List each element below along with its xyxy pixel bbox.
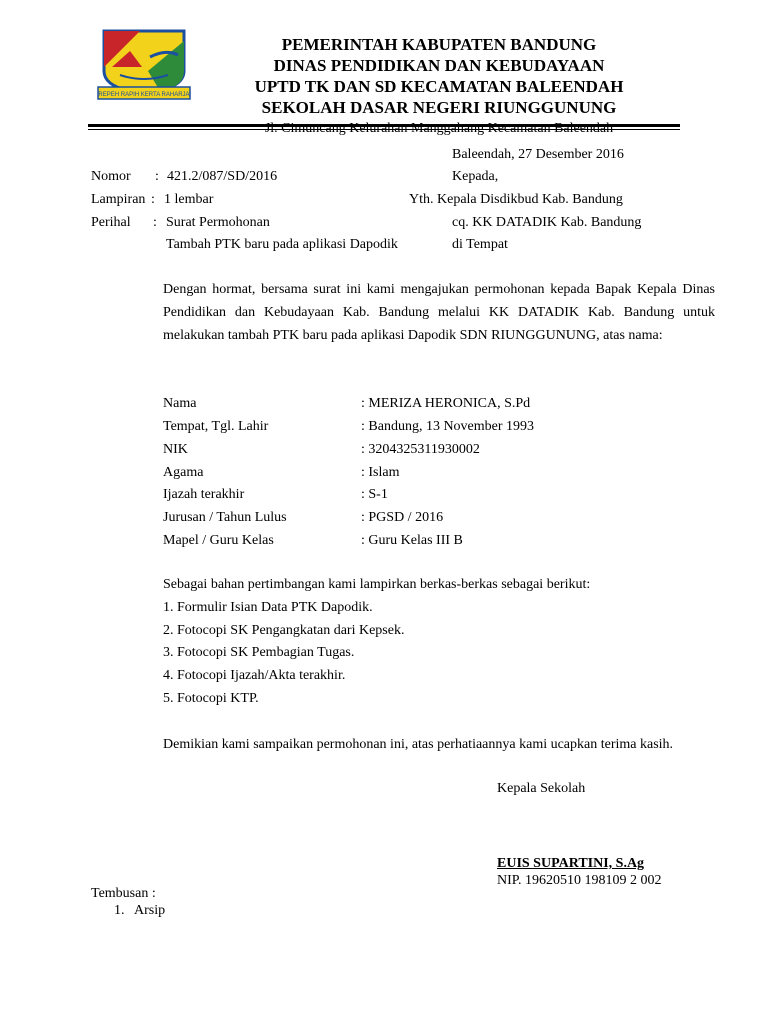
- detail-value-nik: : 3204325311930002: [361, 442, 480, 457]
- attachment-item: 2. Fotocopi SK Pengangkatan dari Kepsek.: [163, 623, 405, 638]
- recipient-place: di Tempat: [452, 237, 508, 252]
- meta-sep-nomor: :: [155, 169, 159, 184]
- recipient-kepada: Kepada,: [452, 169, 499, 184]
- meta-sep-perihal: :: [153, 215, 157, 230]
- closing-sentence: Demikian kami sampaikan permohonan ini, atas perhatiaannya kami ucapkan terima kasih.: [163, 737, 674, 752]
- meta-value-lampiran: 1 lembar: [164, 192, 214, 207]
- meta-label-perihal: Perihal: [91, 215, 131, 230]
- letterhead-line-2: DINAS PENDIDIKAN DAN KEBUDAYAAN: [273, 56, 605, 75]
- detail-value-mapel: : Guru Kelas III B: [361, 533, 463, 548]
- signature-title: Kepala Sekolah: [497, 781, 586, 796]
- logo-motto: REPEH RAPIH KERTA RAHARJA: [98, 92, 190, 98]
- letterhead-line-4: SEKOLAH DASAR NEGERI RIUNGGUNUNG: [261, 98, 617, 117]
- regency-logo: [90, 27, 198, 103]
- tembusan-item-number: 1.: [114, 903, 125, 918]
- meta-perihal-continuation: Tambah PTK baru pada aplikasi Dapodik: [166, 237, 398, 252]
- attachment-item: 5. Fotocopi KTP.: [163, 691, 259, 706]
- date-line: Baleendah, 27 Desember 2016: [452, 147, 624, 162]
- letterhead-line-3: UPTD TK DAN SD KECAMATAN BALEENDAH: [254, 77, 624, 96]
- signature-nip: NIP. 19620510 198109 2 002: [497, 873, 662, 888]
- attachment-item: 4. Fotocopi Ijazah/Akta terakhir.: [163, 668, 346, 683]
- letterhead-rule-thick: [88, 124, 680, 127]
- detail-label-agama: Agama: [163, 465, 204, 480]
- letterhead-line-1: PEMERINTAH KABUPATEN BANDUNG: [281, 35, 597, 54]
- detail-label-nik: NIK: [163, 442, 188, 457]
- meta-value-perihal: Surat Permohonan: [166, 215, 270, 230]
- recipient-yth: Yth. Kepala Disdikbud Kab. Bandung: [409, 192, 623, 207]
- letterhead-rule-thin: [88, 129, 680, 130]
- detail-value-ttl: : Bandung, 13 November 1993: [361, 419, 535, 434]
- detail-value-nama: : MERIZA HERONICA, S.Pd: [361, 396, 531, 411]
- detail-label-jurusan: Jurusan / Tahun Lulus: [163, 510, 287, 525]
- tembusan-label: Tembusan :: [91, 886, 156, 901]
- intro-paragraph: Dengan hormat, bersama surat ini kami mengajukan permohonan kepada Bapak Kepala Dinas Pendidikan dan Kebudayaan Kab. Bandung melalui KK DATADIK Kab. Bandung untuk melakukan tambah PTK baru pada aplikasi Dapodik SDN RIUNGGUNUNG, atas nama:: [163, 282, 715, 343]
- meta-label-lampiran: Lampiran: [91, 192, 146, 207]
- detail-label-nama: Nama: [163, 396, 197, 411]
- detail-value-jurusan: : PGSD / 2016: [361, 510, 444, 525]
- meta-label-nomor: Nomor: [91, 169, 131, 184]
- detail-value-ijazah: : S-1: [361, 487, 388, 502]
- tembusan-item-text: Arsip: [134, 903, 166, 918]
- detail-value-agama: : Islam: [361, 465, 400, 480]
- detail-label-ijazah: Ijazah terakhir: [163, 487, 245, 502]
- detail-label-ttl: Tempat, Tgl. Lahir: [163, 419, 269, 434]
- attachments-intro: Sebagai bahan pertimbangan kami lampirkan berkas-berkas sebagai berikut:: [163, 577, 591, 592]
- detail-label-mapel: Mapel / Guru Kelas: [163, 533, 274, 548]
- recipient-cq: cq. KK DATADIK Kab. Bandung: [452, 215, 642, 230]
- meta-sep-lampiran: :: [151, 192, 155, 207]
- meta-value-nomor: 421.2/087/SD/2016: [167, 169, 278, 184]
- signature-name: EUIS SUPARTINI, S.Ag: [497, 856, 645, 871]
- attachment-item: 3. Fotocopi SK Pembagian Tugas.: [163, 645, 355, 660]
- attachment-item: 1. Formulir Isian Data PTK Dapodik.: [163, 600, 373, 615]
- letterhead: [200, 34, 678, 138]
